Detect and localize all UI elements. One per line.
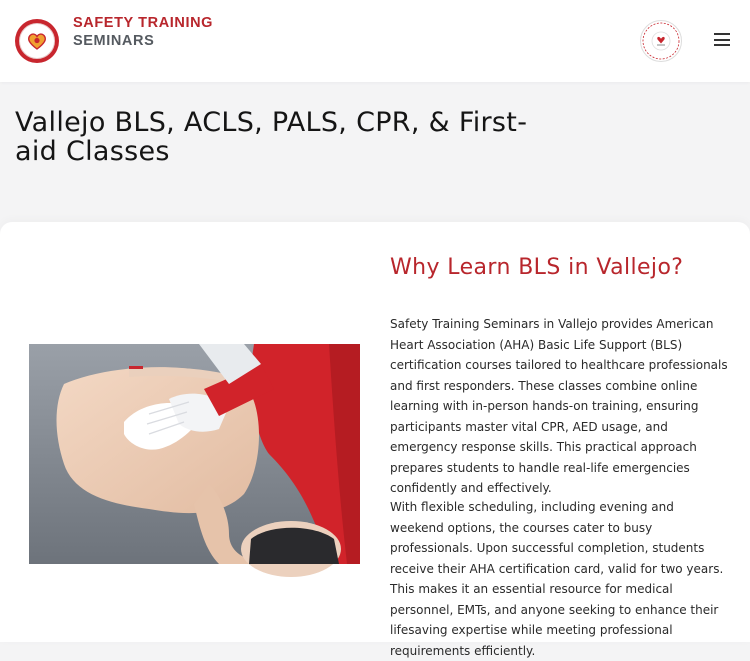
brand-name-bottom: SEMINARS (73, 33, 155, 49)
paragraph-intro: Safety Training Seminars in Vallejo provides American Heart Association (AHA) Basic Life Support (BLS) certification courses tailored to healthcare professionals and first responders. These classes combine online learning with in-person hands-on training, ensuring participants master vital CPR, AED usage, and emergency response skills. This practical approach prepares students to handle real-life emergencies confidently and effectively. (390, 317, 728, 495)
safety-training-logo-icon[interactable] (15, 19, 59, 63)
brand-name[interactable] (73, 14, 213, 50)
cpr-training-photo (29, 344, 360, 564)
brand-name-top: SAFETY TRAINING (73, 15, 214, 31)
paragraph-details: With flexible scheduling, including evening and weekend options, the courses cater to busy professionals. Upon successful completion, students receive their AHA certification card, valid for two years. This makes it an essential resource for medical personnel, EMTs, and anyone seeking to enhance their lifesaving expertise while meeting professional requirements efficiently. (390, 500, 724, 658)
site-header (0, 0, 750, 82)
page-title: Vallejo BLS, ACLS, PALS, CPR, & First-aid Classes (15, 107, 528, 167)
section-title: Why Learn BLS in Vallejo? (390, 255, 684, 280)
aha-authorized-training-center-badge-icon (640, 20, 682, 62)
hamburger-menu-icon[interactable] (714, 33, 732, 49)
